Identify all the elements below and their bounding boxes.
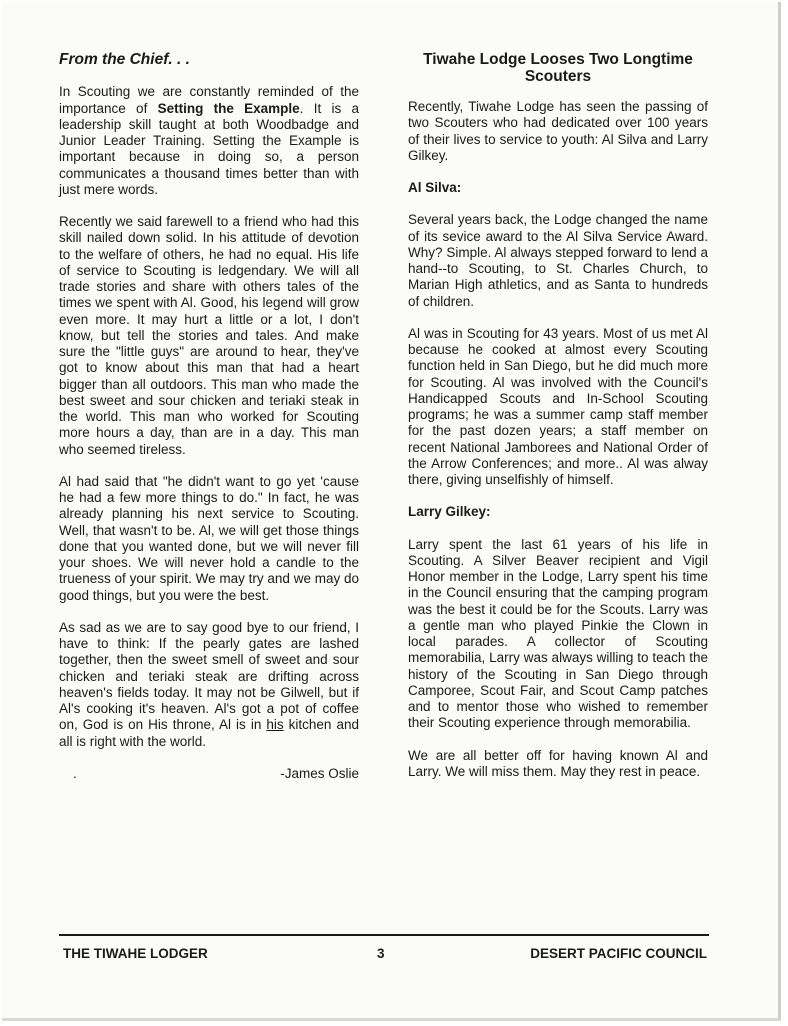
larry-gilkey-heading: Larry Gilkey: bbox=[408, 504, 491, 520]
chief-paragraph-1: In Scouting we are constantly reminded of the importance of Setting the Example. It is a leadership skill taught at both Woodbadge and Junior Leader Training. Setting the Example is important because in doing so, a person communicates a thousand times better than with just mere words. bbox=[59, 84, 360, 197]
page-number: 3 bbox=[377, 946, 385, 961]
chief-column bbox=[59, 42, 359, 782]
his-underlined: his bbox=[266, 717, 284, 733]
footer-publication: THE TIWAHE LODGER bbox=[63, 946, 208, 961]
chief-paragraph-2: Recently we said farewell to a friend who had this skill nailed down solid. In his attitude of devotion to the welfare of others, he had no equal. His life of service to Scouting is ledgendary. We will all trade stories and share with others tales of the times we spent with Al. Good, his legend will grow even more. It may hurt a little or a lot, I don't know, but tell the stories and tales. And make sure the "little guys" are around to hear, they've got to know about this man that had a heart bigger than all outdoors. This man who made the best sweet and sour chicken and teriaki steak in the world. This man who worked for Scouting more hours a day, than are in a day. This man who seemed tireless. bbox=[59, 214, 359, 457]
al-silva-paragraph-1: Several years back, the Lodge changed the name of its sevice award to the Al Silva Service Award. Why? Simple. Al always stepped forward to lend a hand--to Scouting, to St. Charles Church, to Marian High athletics, and as Santa to hundreds of children. bbox=[408, 212, 708, 309]
chief-paragraph-3: Al had said that "he didn't want to go yet 'cause he had a few more things to do." In fact, he was already planning his next service to Scouting. Well, that wasn't to be. Al, we will get those things done that you wanted done, but we will never fill your shoes. We will never hold a candle to the trueness of your spirit. We may try and we may do good things, but you were the best. bbox=[59, 473, 359, 603]
article-title: Tiwahe Lodge Looses Two Longtime Scouters bbox=[423, 51, 693, 85]
al-silva-paragraph-2: Al was in Scouting for 43 years. Most of us met Al because he cooked at almost every Scouting function held in San Diego, but he did much more for Scouting. Al was involved with the Council's Handicapped Scouts and In-School Scouting programs; he was a summer camp staff member for the past dozen years; a staff member on recent National Jamborees and National Order of the Arrow Conferences; and more.. Al was alway there, giving unselfishly of himself. bbox=[408, 325, 708, 487]
footer-council: DESERT PACIFIC COUNCIL bbox=[530, 946, 707, 961]
chief-paragraph-4: As sad as we are to say good bye to our friend, I have to think: If the pearly gates are lashed together, then the sweet smell of sweet and sour chicken and teriaki steak are drifting across heaven's fields today. It may not be Gilwell, but if Al's cooking it's heaven. Al's got a pot of coffee on, God is on His throne, Al is in his kitchen and all is right with the world. bbox=[59, 619, 359, 749]
setting-example-emphasis: Setting the Example bbox=[157, 100, 300, 116]
article-closing: We are all better off for having known Al and Larry. We will miss them. May they rest in peace. bbox=[408, 747, 708, 779]
footer-divider bbox=[59, 934, 709, 936]
al-silva-heading: Al Silva: bbox=[408, 180, 462, 195]
newsletter-page bbox=[2, 2, 781, 1021]
signature: -James Oslie bbox=[280, 765, 359, 781]
chief-title: From the Chief. . . bbox=[59, 51, 190, 68]
larry-gilkey-paragraph: Larry spent the last 61 years of his life in Scouting. A Silver Beaver recipient and Vigil Honor member in the Lodge, Larry spent his time in the Council ensuring that the camping program was the best it could be for the Scouts. Larry was a gentle man who played Pinkie the Clown in local parades. A collector of Scouting memorabilia, Larry was always willing to teach the history of the Scouting in San Diego through Camporee, Scout Fair, and Scout Camp patches and to mentor those who wished to remember their Scouting experience through memorabilia. bbox=[408, 536, 708, 731]
lodge-article-column bbox=[408, 42, 708, 796]
signature-line bbox=[59, 766, 359, 782]
article-intro: Recently, Tiwahe Lodge has seen the passing of two Scouters who had dedicated over 100 years of their lives to service to youth: Al Silva and Larry Gilkey. bbox=[408, 99, 708, 163]
stray-dot: . bbox=[73, 765, 77, 781]
